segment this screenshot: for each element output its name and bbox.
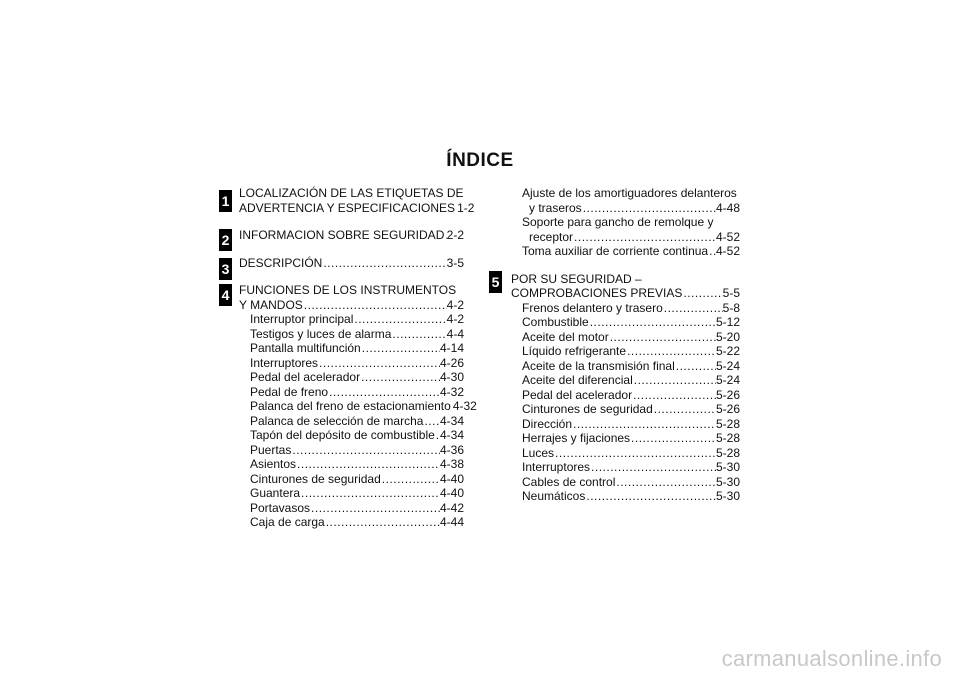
toc-entry-text: Luces	[522, 445, 555, 460]
toc-entry-text: Aceite del diferencial	[522, 373, 633, 387]
dot-leader	[582, 201, 716, 216]
toc-entry-page: 4-34	[439, 413, 464, 428]
dot-leader	[590, 460, 716, 475]
toc-entry-text: Pedal de freno	[250, 384, 329, 399]
toc-entry-page: 5-30	[715, 460, 740, 474]
toc-entry-page: 5-26	[715, 387, 740, 402]
dot-leader	[630, 431, 716, 446]
toc-entry-page: 4-4	[446, 326, 464, 341]
toc-entry-text: Líquido refrigerante	[522, 344, 627, 358]
toc-entry[interactable]	[511, 230, 740, 245]
toc-entry-page: 4-30	[439, 370, 464, 384]
toc-entry[interactable]	[239, 370, 464, 385]
dot-leader	[573, 230, 716, 245]
toc-entry-text: INFORMACION SOBRE SEGURIDAD	[239, 228, 445, 242]
dot-leader	[303, 298, 447, 313]
toc-entry[interactable]	[239, 385, 464, 400]
section-tab-2[interactable]: 2	[219, 229, 232, 251]
toc-entry-text: Interruptores	[250, 355, 319, 370]
toc-entry-text: y traseros	[529, 200, 582, 215]
toc-entry-section-1[interactable]	[239, 200, 475, 216]
toc-entry-text: Aceite del motor	[522, 329, 609, 344]
dot-leader	[585, 489, 716, 504]
toc-entry-text: Interruptor principal	[250, 312, 354, 326]
toc-entry-page: 4-40	[439, 471, 464, 486]
toc-entry-page: 4-2	[446, 312, 464, 326]
toc-cont-0-line1: Ajuste de los amortiguadores delanteros	[522, 186, 737, 200]
toc-entry-page: 5-30	[715, 489, 740, 503]
dot-leader	[653, 402, 716, 417]
toc-entry-text: Combustible	[522, 315, 589, 329]
toc-entry-text: receptor	[529, 229, 574, 244]
toc-entry-text: Guantera	[250, 486, 301, 500]
toc-entry[interactable]	[511, 460, 740, 475]
section-tab-4[interactable]: 4	[219, 284, 232, 306]
dot-leader	[296, 457, 440, 472]
watermark: carmanualsonline.info	[721, 646, 942, 671]
toc-entry-text: Caja de carga	[250, 515, 325, 529]
toc-entry-page: 5-26	[715, 402, 740, 416]
dot-leader	[626, 344, 716, 359]
dot-leader	[682, 286, 722, 301]
toc-entry[interactable]	[511, 417, 740, 432]
toc-entry-text: DESCRIPCIÓN	[239, 255, 323, 270]
dot-leader	[325, 515, 440, 530]
toc-entry-text: Toma auxiliar de corriente continua	[522, 244, 709, 258]
toc-entry-text: Pedal del acelerador	[250, 370, 361, 384]
toc-entry-text: Herrajes y fijaciones	[522, 431, 631, 445]
dot-leader	[353, 312, 446, 327]
toc-entry-page: 4-48	[715, 200, 740, 215]
toc-entry-page: 1-2	[457, 200, 475, 215]
toc-entry-text: ADVERTENCIA Y ESPECIFICACIONES	[239, 200, 456, 215]
toc-section-1-line1: LOCALIZACIÓN DE LAS ETIQUETAS DE	[239, 186, 464, 200]
toc-entry[interactable]	[511, 344, 740, 359]
toc-entry-text: Y MANDOS	[239, 297, 303, 312]
dot-leader	[632, 388, 716, 403]
page-title: ÍNDICE	[446, 150, 514, 171]
toc-entry-page: 4-36	[439, 442, 464, 457]
toc-entry-page: 4-52	[715, 229, 740, 244]
section-tab-5[interactable]: 5	[489, 271, 502, 293]
toc-entry-text: COMPROBACIONES PREVIAS	[511, 286, 683, 300]
toc-entry[interactable]	[511, 388, 740, 403]
toc-entry[interactable]	[239, 356, 464, 371]
toc-entry-page: 5-28	[715, 431, 740, 445]
toc-entry-section-3[interactable]	[239, 256, 464, 271]
dot-leader	[615, 475, 716, 490]
toc-entry[interactable]	[511, 244, 740, 259]
toc-entry-text: Asientos	[250, 457, 297, 471]
dot-leader	[423, 414, 440, 429]
toc-entry[interactable]	[239, 443, 464, 458]
toc-entry-text: Cables de control	[522, 474, 616, 489]
dot-leader	[609, 330, 716, 345]
toc-entry-page: 4-44	[439, 515, 464, 529]
dot-leader	[572, 417, 716, 432]
dot-leader	[589, 315, 716, 330]
dot-leader	[675, 359, 716, 374]
toc-entry[interactable]	[239, 472, 464, 487]
toc-entry-section-5[interactable]	[511, 286, 740, 301]
dot-leader	[360, 370, 440, 385]
toc-entry[interactable]	[239, 428, 464, 443]
toc-entry-page: 2-2	[446, 228, 464, 242]
toc-entry-text: Portavasos	[250, 500, 311, 515]
toc-entry-page: 5-28	[715, 445, 740, 460]
toc-entry[interactable]	[511, 373, 740, 388]
section-tab-3[interactable]: 3	[219, 258, 232, 280]
toc-entry[interactable]	[239, 515, 464, 530]
toc-entry-text: Interruptores	[522, 460, 591, 474]
toc-entry[interactable]	[511, 330, 740, 345]
toc-entry-text: Tapón del depósito de combustible	[250, 428, 435, 442]
dot-leader	[328, 385, 440, 400]
dot-leader	[391, 327, 446, 342]
dot-leader	[300, 486, 440, 501]
toc-entry[interactable]	[239, 312, 464, 327]
toc-entry-text: Cinturones de seguridad	[522, 402, 653, 416]
toc-entry-page: 4-2	[446, 297, 464, 312]
toc-entry-text: Pantalla multifunción	[250, 341, 361, 355]
toc-entry-page: 5-12	[715, 315, 740, 329]
toc-entry-page: 5-8	[722, 300, 740, 315]
toc-entry[interactable]	[511, 315, 740, 330]
toc-entry-text: Dirección	[522, 416, 573, 431]
toc-entry-page: 4-26	[439, 355, 464, 370]
dot-leader	[708, 244, 716, 259]
dot-leader	[361, 341, 440, 356]
toc-entry-text: Aceite de la transmisión final	[522, 358, 675, 373]
toc-entry-page: 5-24	[715, 358, 740, 373]
toc-entry-page: 4-52	[715, 244, 740, 258]
toc-entry-page: 4-32	[439, 384, 464, 399]
toc-entry[interactable]	[511, 475, 740, 490]
toc-entry-page: 3-5	[446, 255, 464, 270]
toc-entry-page: 5-30	[715, 474, 740, 489]
toc-entry[interactable]	[511, 301, 740, 316]
toc-entry-text: Palanca del freno de estacionamiento	[250, 399, 451, 413]
toc-entry-page: 4-32	[452, 399, 477, 413]
toc-entry[interactable]	[239, 486, 464, 501]
toc-entry[interactable]	[239, 327, 464, 342]
toc-section-4-line1: FUNCIONES DE LOS INSTRUMENTOS	[239, 283, 457, 297]
toc-entry[interactable]	[511, 431, 740, 446]
toc-entry-text: Testigos y luces de alarma	[250, 326, 392, 341]
toc-entry-page: 5-5	[722, 286, 740, 300]
toc-entry-page: 4-34	[439, 428, 464, 442]
toc-entry-text: Cinturones de seguridad	[250, 471, 381, 486]
toc-right-column	[511, 186, 740, 504]
toc-entry-page: 4-40	[439, 486, 464, 500]
toc-entry-section-2[interactable]	[239, 228, 464, 243]
toc-entry-text: Pedal del acelerador	[522, 387, 633, 402]
toc-entry-text: Puertas	[250, 442, 292, 457]
toc-entry-page: 4-38	[439, 457, 464, 471]
toc-entry-text: Neumáticos	[522, 489, 586, 503]
toc-entry-page: 4-14	[439, 341, 464, 355]
toc-entry[interactable]	[511, 446, 740, 461]
dot-leader	[318, 356, 440, 371]
dot-leader	[663, 301, 723, 316]
toc-entry-page: 5-24	[715, 373, 740, 387]
toc-entry[interactable]	[511, 402, 740, 417]
toc-entry-text: Palanca de selección de marcha	[250, 413, 424, 428]
dot-leader	[554, 446, 716, 461]
dot-leader	[291, 443, 440, 458]
dot-leader	[381, 472, 440, 487]
toc-entry-text: Frenos delantero y trasero	[522, 300, 663, 315]
toc-entry[interactable]	[511, 201, 740, 216]
toc-entry[interactable]	[511, 489, 740, 504]
toc-entry[interactable]	[239, 457, 464, 472]
toc-entry[interactable]	[239, 414, 464, 429]
toc-entry[interactable]	[239, 341, 464, 356]
toc-left-column	[239, 186, 477, 530]
toc-entry[interactable]	[239, 399, 477, 414]
toc-entry[interactable]	[511, 359, 740, 374]
toc-entry-page: 5-28	[715, 416, 740, 431]
toc-cont-1-line1: Soporte para gancho de remolque y	[522, 215, 714, 229]
section-tab-1[interactable]: 1	[219, 190, 232, 212]
toc-entry-page: 4-42	[439, 500, 464, 515]
toc-entry-page: 5-22	[715, 344, 740, 358]
toc-entry[interactable]	[239, 501, 464, 516]
dot-leader	[322, 256, 446, 271]
toc-section-5-line1: POR SU SEGURIDAD –	[511, 271, 642, 286]
toc-entry-page: 5-20	[715, 329, 740, 344]
dot-leader	[310, 501, 440, 516]
dot-leader	[633, 373, 716, 388]
toc-entry-section-4[interactable]	[239, 298, 464, 313]
